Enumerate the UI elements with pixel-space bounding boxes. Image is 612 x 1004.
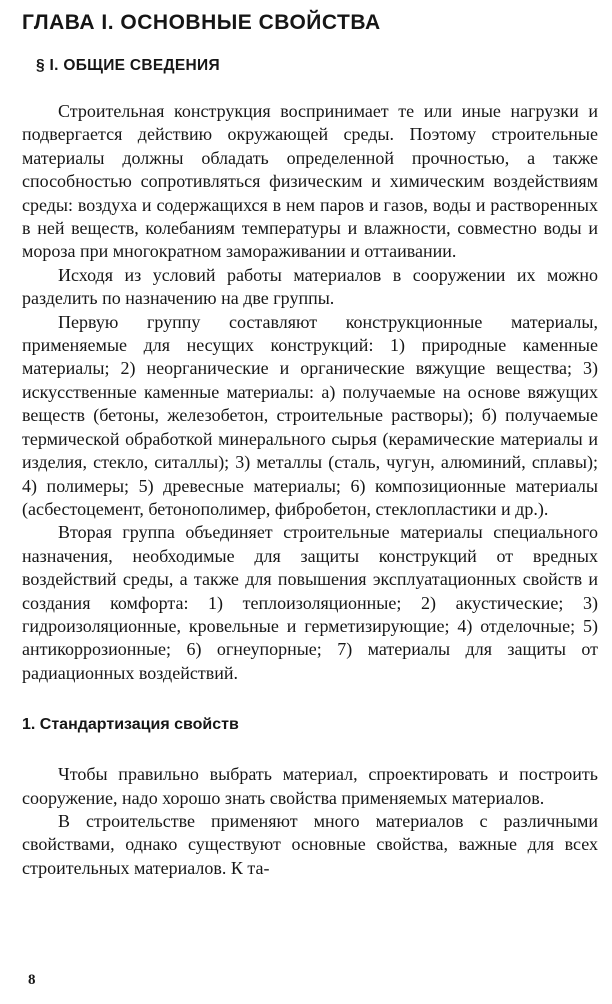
paragraph: Первую группу составляют конструкционные материалы, применяемые для несущих конструкций: 1) природные каменные материалы; 2) неорганические и органические вяжущие вещества; 3) искусственные каменные материалы: а) получаемые на основе вяжущих веществ (бетоны, железобетон, строительные растворы); б) получаемые термической обработкой минерального сырья (керамические материалы и изделия, стекло, ситаллы); 3) металлы (сталь, чугун, алюминий, сплавы); 4) полимеры; 5) древесные материалы; 6) композиционные материалы (асбестоцемент, бетонополимер, фибробетон, стеклопластики и др.). xyxy=(22,311,598,519)
paragraph: В строительстве применяют много материалов с различными свойствами, однако существуют основные свойства, важные для всех строительных материалов. К та- xyxy=(22,810,598,878)
section-title: § I. ОБЩИЕ СВЕДЕНИЯ xyxy=(36,57,220,74)
subsection-title: 1. Стандартизация свойств xyxy=(22,716,239,734)
paragraph: Вторая группа объединяет строительные материалы специального назначения, необходимые для защиты конструкций от вредных воздействий среды, а также для повышения эксплуатационных свойств и создания комфорта: 1) теплоизоляционные; 2) акустические; 3) гидроизоляционные, кровельные и герметизирующие; 4) отделочные; 5) антикоррозионные; 6) огнеупорные; 7) материалы для защиты от радиационных воздействий. xyxy=(22,522,598,683)
paragraph: Чтобы правильно выбрать материал, спроектировать и построить сооружение, надо хорошо знать свойства применяемых материалов. xyxy=(22,764,598,808)
paragraph: Исходя из условий работы материалов в сооружении их можно разделить по назначению на две группы. xyxy=(22,264,598,309)
chapter-title: ГЛАВА I. ОСНОВНЫЕ СВОЙСТВА xyxy=(22,11,381,34)
paragraph: Строительная конструкция воспринимает те или иные нагрузки и подвергается действию окружающей среды. Поэтому строительные материалы должны обладать определенной прочностью, а также способностью сопротивляться физическим и химическим воздействиям среды: воздуха и содержащихся в нем паров и газов, воды и растворенных в ней веществ, колебаниям температуры и влажности, совместно воды и мороза при многократном замораживании и оттаивании. xyxy=(22,101,598,262)
page-number: 8 xyxy=(28,972,36,988)
